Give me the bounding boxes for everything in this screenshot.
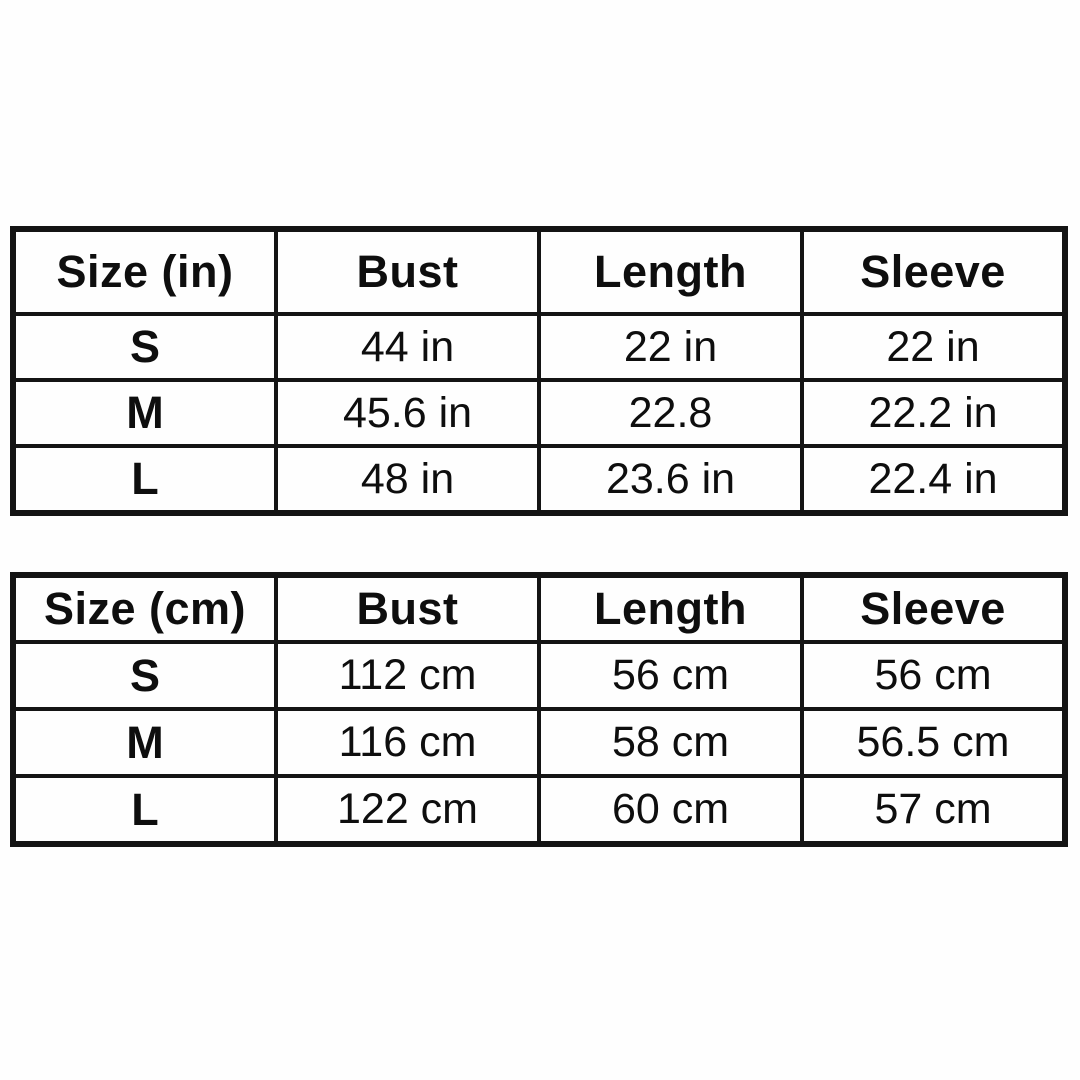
size-label: S [13,314,276,380]
bust-value: 45.6 in [276,380,539,446]
length-value: 22.8 [539,380,802,446]
bust-value: 116 cm [276,709,539,776]
table-header-row [13,575,1065,642]
length-value: 23.6 in [539,446,802,513]
size-label: L [13,446,276,513]
sleeve-value: 56.5 cm [802,709,1065,776]
sleeve-value: 57 cm [802,776,1065,844]
table-row-s [13,314,1065,380]
table-row-s [13,642,1065,709]
size-label: M [13,380,276,446]
size-chart-inches-table [10,226,1068,516]
sleeve-value: 22.4 in [802,446,1065,513]
size-label: M [13,709,276,776]
sleeve-value: 22 in [802,314,1065,380]
table-header-row [13,229,1065,314]
header-bust: Bust [276,229,539,314]
table-row-m [13,380,1065,446]
bust-value: 122 cm [276,776,539,844]
header-length: Length [539,575,802,642]
header-sleeve: Sleeve [802,575,1065,642]
table-row-m [13,709,1065,776]
sleeve-value: 22.2 in [802,380,1065,446]
bust-value: 48 in [276,446,539,513]
table-row-l [13,446,1065,513]
header-size-in: Size (in) [13,229,276,314]
bust-value: 44 in [276,314,539,380]
size-chart-cm-table [10,572,1068,847]
header-sleeve: Sleeve [802,229,1065,314]
length-value: 22 in [539,314,802,380]
size-label: L [13,776,276,844]
length-value: 60 cm [539,776,802,844]
table-row-l [13,776,1065,844]
length-value: 56 cm [539,642,802,709]
header-length: Length [539,229,802,314]
header-size-cm: Size (cm) [13,575,276,642]
size-label: S [13,642,276,709]
length-value: 58 cm [539,709,802,776]
header-bust: Bust [276,575,539,642]
sleeve-value: 56 cm [802,642,1065,709]
bust-value: 112 cm [276,642,539,709]
